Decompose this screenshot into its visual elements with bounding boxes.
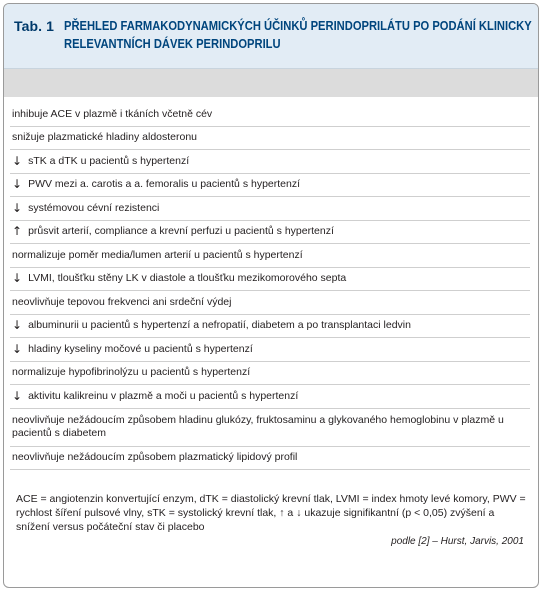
row-text: neovlivňuje nežádoucím způsobem plazmatický lipidový profil [12,451,298,464]
table-body [10,103,530,470]
arrow-down-icon: ↓ [12,200,23,215]
table-card [3,3,539,588]
arrow-down-icon: ↓ [12,177,23,192]
table-row [10,362,530,386]
table-row [10,150,530,174]
row-text: normalizuje poměr media/lumen arterií u pacientů s hypertenzí [12,248,303,261]
table-row [10,244,530,268]
arrow-down-icon: ↓ [12,341,23,356]
arrow-down-icon: ↓ [12,388,23,403]
table-header [4,4,538,69]
row-text: PWV mezi a. carotis a a. femoralis u pacientů s hypertenzí [28,178,301,191]
row-text: sTK a dTK u pacientů s hypertenzí [28,154,190,167]
row-text: LVMI, tloušťku stěny LK v diastole a tloušťku mezikomorového septa [28,272,347,285]
column-header-band [4,69,538,97]
arrow-down-icon: ↓ [12,153,23,168]
table-title: PŘEHLED FARMAKODYNAMICKÝCH ÚČINKŮ PERINDOPRILÁTU PO PODÁNÍ KLINICKY RELEVANTNÍCH DÁVEK PERINDOPRILU [64,18,532,51]
table-row [10,103,530,127]
table-source: podle [2] – Hurst, Jarvis, 2001 [391,536,524,547]
arrow-down-icon: ↓ [12,318,23,333]
table-row [10,315,530,339]
table-row [10,127,530,151]
row-text: normalizuje hypofibrinolýzu u pacientů s hypertenzí [12,366,251,379]
table-row [10,268,530,292]
table-row [10,385,530,409]
table-row [10,338,530,362]
row-text: albuminurii u pacientů s hypertenzí a nefropatií, diabetem a po transplantaci ledvin [28,319,411,332]
table-row [10,197,530,221]
table-row [10,409,530,447]
table-row [10,447,530,471]
table-row [10,221,530,245]
row-text: snižuje plazmatické hladiny aldosteronu [12,131,198,144]
row-text: systémovou cévní rezistenci [28,201,160,214]
row-text: neovlivňuje tepovou frekvenci ani srdeční výdej [12,295,232,308]
row-text: neovlivňuje nežádoucím způsobem hladinu glukózy, fruktosaminu a glykovaného hemoglobinu v plazmě u pacientů s diabetem [12,414,504,439]
row-text: inhibuje ACE v plazmě i tkáních včetně cév [12,107,213,120]
arrow-up-icon: ↑ [12,224,23,239]
table-row [10,291,530,315]
row-text: aktivitu kalikreinu v plazmě a moči u pacientů s hypertenzí [28,389,299,402]
arrow-down-icon: ↓ [12,271,23,286]
row-text: hladiny kyseliny močové u pacientů s hypertenzí [28,342,253,355]
table-footnote: ACE = angiotenzin konvertující enzym, dTK = diastolický krevní tlak, LVMI = index hmoty levé komory, PWV = rychlost šíření pulsové vlny, sTK = systolický krevní tlak, ↑ a ↓ ukazuje signifikantní (p < 0,05) zvýšení a snížení versus počáteční stav či placebo [16,493,526,533]
row-text: průsvit arterií, compliance a krevní perfuzi u pacientů s hypertenzí [28,225,334,238]
table-row [10,174,530,198]
table-number: Tab. 1 [14,18,55,34]
